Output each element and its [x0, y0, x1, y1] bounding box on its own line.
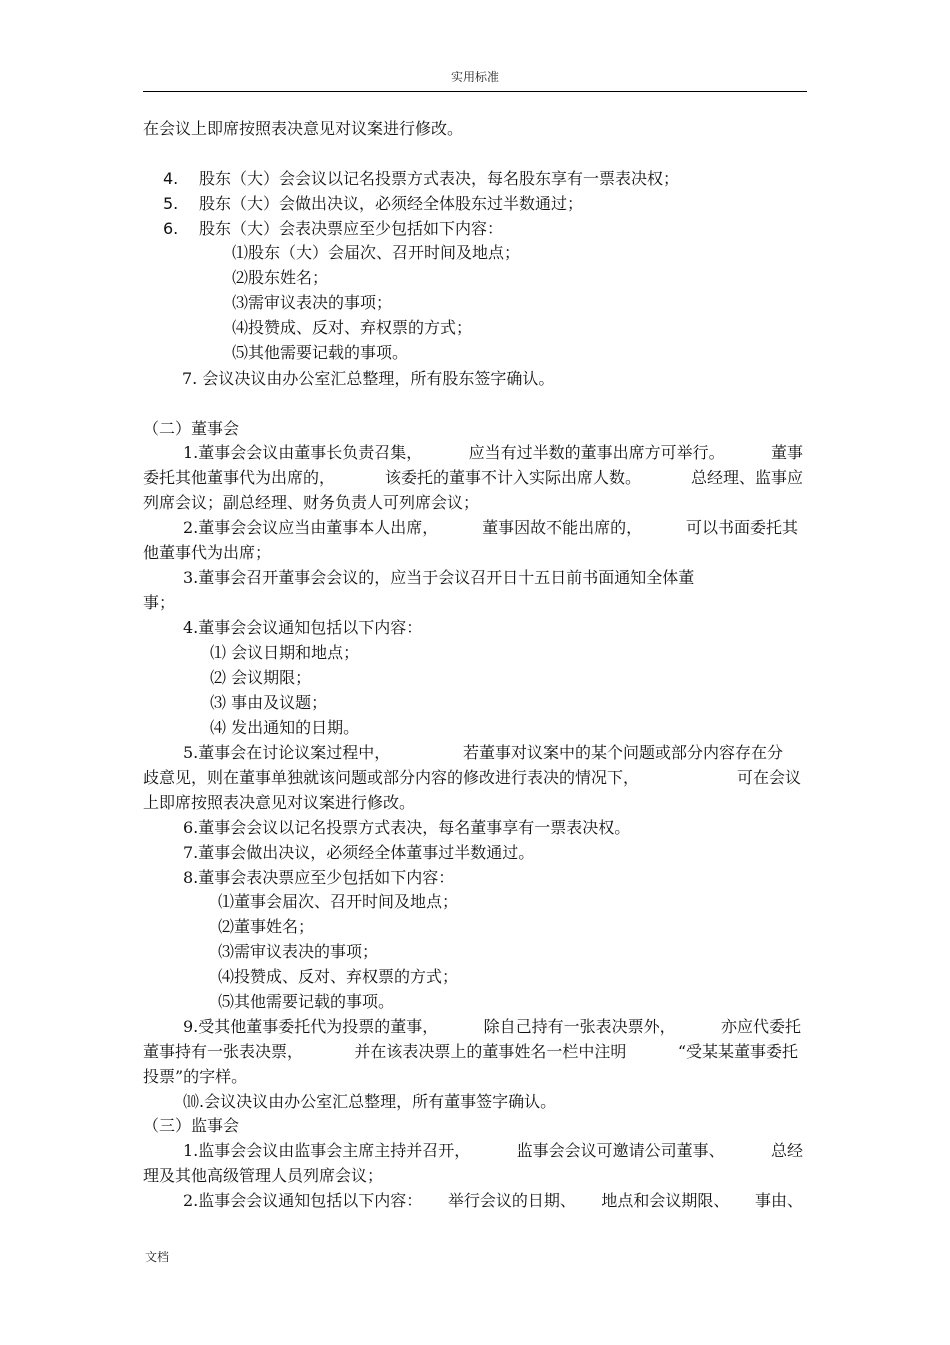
- list-text: 股东（大）会表决票应至少包括如下内容：: [199, 219, 504, 238]
- text-segment: 歧意见，则在董事单独就该问题或部分内容的修改进行表决的情况下，: [143, 768, 640, 787]
- text-segment: 举行会议的日期、: [447, 1191, 576, 1210]
- text-segment: 地点和会议期限、: [601, 1191, 730, 1210]
- text-segment: 亦应代委托: [720, 1017, 801, 1036]
- text-segment: 并在该表决票上的董事姓名一栏中注明: [354, 1042, 627, 1061]
- board-p9-line1: [183, 1017, 801, 1037]
- text-segment: 1.监事会会议由监事会主席主持并召开，: [183, 1141, 471, 1160]
- board-p6: 6.董事会会议以记名投票方式表决，每名董事享有一票表决权。: [183, 818, 631, 837]
- header-rule: [143, 91, 807, 92]
- list-number: 5.: [163, 194, 179, 213]
- list-number: 6.: [163, 219, 179, 238]
- board-p3-line2: 事；: [143, 593, 176, 612]
- text-segment: 事由、: [754, 1191, 803, 1210]
- text-segment: 若董事对议案中的某个问题或部分内容存在分: [462, 743, 783, 762]
- page-header: 实用标准: [450, 70, 499, 84]
- sub-item: ⑷投赞成、反对、弃权票的方式；: [218, 967, 459, 986]
- board-p3-line1: 3.董事会召开董事会会议的，应当于会议召开日十五日前书面通知全体董: [183, 568, 695, 587]
- list-item-6: [163, 219, 503, 239]
- text-segment: 2.董事会会议应当由董事本人出席，: [183, 518, 439, 537]
- text-segment: 可在会议: [736, 768, 801, 787]
- text-segment: 董事持有一张表决票，: [143, 1042, 304, 1061]
- board-p2-line1: [183, 518, 798, 538]
- board-p7: 7.董事会做出决议，必须经全体董事过半数通过。: [183, 843, 535, 862]
- intro-tail: 在会议上即席按照表决意见对议案进行修改。: [143, 119, 464, 138]
- text-segment: 应当有过半数的董事出席方可举行。: [468, 443, 725, 462]
- supervisors-p2-line1: [183, 1191, 803, 1211]
- list-text: 股东（大）会做出决议，必须经全体股东过半数通过；: [199, 194, 584, 213]
- sub-item: ⑷投赞成、反对、弃权票的方式；: [232, 318, 473, 337]
- section-heading-supervisors: （三）监事会: [143, 1116, 240, 1135]
- board-p9-line2: [143, 1042, 798, 1062]
- board-p5-line1: [183, 743, 783, 763]
- text-segment: 2.监事会会议通知包括以下内容：: [183, 1191, 423, 1210]
- list-item-5: [163, 194, 583, 214]
- supervisors-p1-line1: [183, 1141, 803, 1161]
- sub-item: ⑵董事姓名；: [218, 917, 315, 936]
- list-text: 股东（大）会会议以记名投票方式表决，每名股东享有一票表决权；: [199, 169, 680, 188]
- sub-item: ⑵ 会议期限；: [210, 668, 312, 687]
- text-segment: 5.董事会在讨论议案过程中，: [183, 743, 391, 762]
- board-p1-line2: [143, 468, 803, 488]
- board-p4: 4.董事会会议通知包括以下内容：: [183, 618, 423, 637]
- board-p1-line3: 列席会议；副总经理、财务负责人可列席会议；: [143, 493, 480, 512]
- sub-item: ⑶需审议表决的事项；: [232, 293, 393, 312]
- sub-item: ⑸其他需要记载的事项。: [232, 343, 409, 362]
- board-p2-line2: 他董事代为出席；: [143, 543, 272, 562]
- sub-item: ⑴股东（大）会届次、召开时间及地点；: [232, 243, 521, 262]
- text-segment: 委托其他董事代为出席的，: [143, 468, 336, 487]
- text-segment: 可以书面委托其: [685, 518, 798, 537]
- board-p1-line1: [183, 443, 803, 463]
- text-segment: 总经理、监事应: [690, 468, 803, 487]
- sub-item: ⑸其他需要记载的事项。: [218, 992, 395, 1011]
- list-item-4: [163, 169, 679, 189]
- text-segment: 9.受其他董事委托代为投票的董事，: [183, 1017, 439, 1036]
- list-number: 4.: [163, 169, 179, 188]
- section-heading-board: （二）董事会: [143, 419, 240, 438]
- text-segment: 监事会会议可邀请公司董事、: [516, 1141, 725, 1160]
- supervisors-p1-line2: 理及其他高级管理人员列席会议；: [143, 1166, 384, 1185]
- list-item-7: 7. 会议决议由办公室汇总整理，所有股东签字确认。: [182, 369, 555, 388]
- text-segment: 该委托的董事不计入实际出席人数。: [384, 468, 641, 487]
- sub-item: ⑶ 事由及议题；: [210, 693, 328, 712]
- board-p5-line2: [143, 768, 801, 788]
- text-segment: 董事因故不能出席的，: [482, 518, 643, 537]
- sub-item: ⑴ 会议日期和地点；: [210, 643, 360, 662]
- text-segment: 董事: [770, 443, 803, 462]
- sub-item: ⑵股东姓名；: [232, 268, 329, 287]
- sub-item: ⑷ 发出通知的日期。: [210, 718, 360, 737]
- board-p9-line3: 投票”的字样。: [143, 1067, 248, 1086]
- sub-item: ⑶需审议表决的事项；: [218, 942, 379, 961]
- page-footer: 文档: [145, 1250, 170, 1264]
- text-segment: 除自己持有一张表决票外，: [483, 1017, 676, 1036]
- text-segment: 1.董事会会议由董事长负责召集，: [183, 443, 423, 462]
- board-p5-line3: 上即席按照表决意见对议案进行修改。: [143, 793, 416, 812]
- board-p8: 8.董事会表决票应至少包括如下内容：: [183, 868, 455, 887]
- text-segment: 总经: [770, 1141, 803, 1160]
- text-segment: “受某某董事委托: [677, 1042, 798, 1061]
- board-p10: ⑽.会议决议由办公室汇总整理，所有董事签字确认。: [183, 1092, 557, 1111]
- sub-item: ⑴董事会届次、召开时间及地点；: [218, 892, 459, 911]
